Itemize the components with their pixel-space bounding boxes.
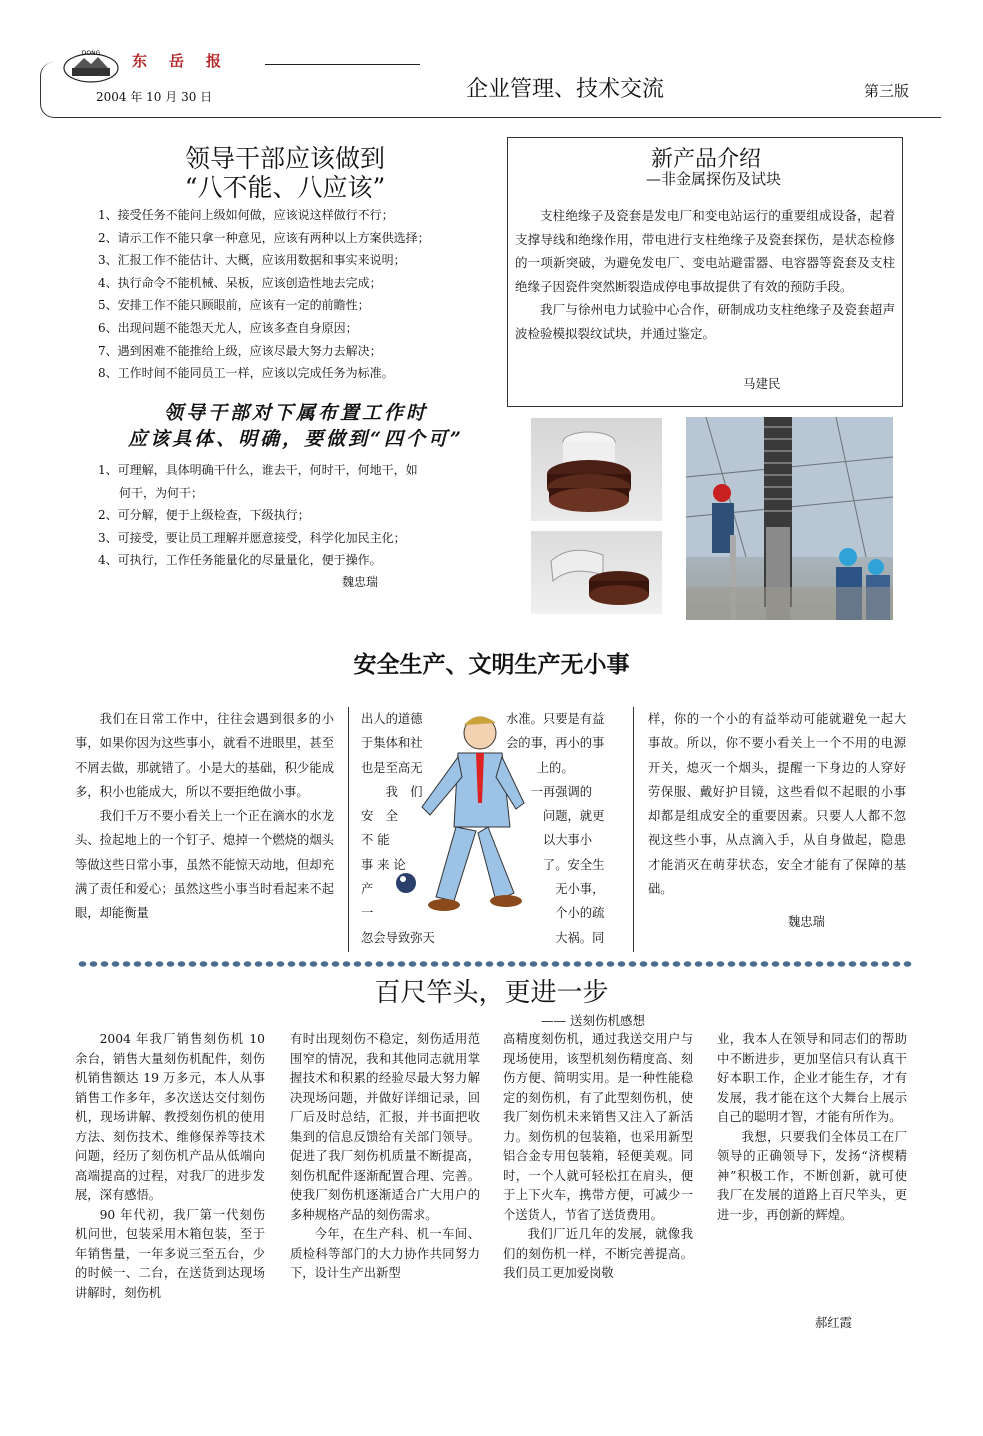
- paragraph: 我们厂近几年的发展，就像我们的刻伤机一样，不断完善提高。我们员工更加爱岗敬: [503, 1227, 693, 1280]
- column-rule: [348, 707, 349, 952]
- progress-column-3: [503, 1030, 693, 1284]
- paragraph: 我们千万不要小看关上一个正在滴水的水龙头、捡起地上的一个钉子、熄掉一个燃烧的烟头等做这些日常小事，虽然不能惊天动地，但却充满了责任和爱心；虽然这些小事当时看起来不起眼，却能衡量: [75, 809, 334, 921]
- insulator-photo: [531, 418, 662, 521]
- new-product-author: 马建民: [743, 376, 781, 391]
- page-number: 第三版: [864, 82, 910, 100]
- article2-author: 魏忠瑞: [342, 575, 379, 589]
- new-product-body: [515, 204, 895, 345]
- progress-subtitle: —— 送刻伤机感想: [541, 1013, 645, 1028]
- list-item: 4、执行命令不能机械、呆板，应该创造性地去完成；: [98, 275, 382, 290]
- progress-column-1: [75, 1030, 265, 1303]
- paragraph: 高精度刻伤机，通过我送交用户与现场使用，该型机刻伤精度高、刻伤方便、简明实用。是一种性能稳定的刻伤机，有了此型刻伤机，使我厂刻伤机未来销售又注入了新活力。刻伤机的包装箱，也采用新型铝合金专用包装箱，轻便美观。同时，一个人就可轻松扛在肩头，便于上下火车，携带方便，可减少一个送货人，节省了送货费用。: [503, 1032, 693, 1222]
- paragraph: 有时出现刻伤不稳定，刻伤适用范围窄的情况，我和其他同志就用掌握技术和积累的经验尽最大努力解决现场问题，并做好详细记录，回厂后及时总结，汇报，并书面把收集到的信息反馈给有关部门领导。促进了我厂刻伤机质量不断提高，刻伤机配件逐渐配置合理、完善。使我厂刻伤机逐渐适合广大用户的多种规格产品的刻伤需求。: [290, 1032, 480, 1222]
- article2-title: 领导干部对下属布置工作时 应该具体、明确，要做到“四个可”: [128, 402, 464, 450]
- article2-list: [98, 459, 418, 572]
- list-item: 2、请示工作不能只拿一种意见，应该有两种以上方案供选择；: [98, 230, 430, 245]
- paragraph: 90 年代初，我厂第一代刻伤机问世，包装采用木箱包装，至于年销售量，一年多说三至五台，少的时候一、二台，在送货到达现场讲解时，刻伤机: [75, 1207, 265, 1300]
- substation-workers-photo: [686, 417, 893, 620]
- article1-title: 领导干部应该做到 “八不能、八应该”: [184, 144, 386, 202]
- progress-author: 郝红霞: [815, 1316, 852, 1330]
- test-block-photo: [531, 531, 662, 614]
- list-item: 3、汇报工作不能估计、大概，应该用数据和事实来说明；: [98, 253, 406, 268]
- paragraph: 我厂与徐州电力试验中心合作，研制成功支柱绝缘子及瓷套超声波检验模拟裂纹试块，并通过鉴定。: [515, 302, 895, 341]
- list-item: 3、可接受，要让员工理解并愿意接受，科学化加民主化；: [98, 530, 406, 545]
- paragraph: 我们在日常工作中，往往会遇到很多的小事，如果你因为这些事小，就看不进眼里，甚至不屑去做，那就错了。小是大的基础，积少能成多，积小也能成大，所以不要拒绝做小事。: [75, 712, 334, 799]
- safety-column-3: 样，你的一个小的有益举动可能就避免一起大事故。所以，你不要小看关上一个不用的电源开关，熄灭一个烟头，提醒一下身边的人穿好劳保服、戴好护目镜，这些看似不起眼的小事却都是组成安全的重要因素。只要人人都不忽视这些小事，从点滴入手，从自身做起，隐患才能消灭在萌芽状态，安全才能有了保障的基础。: [648, 712, 906, 897]
- progress-column-2: [290, 1030, 480, 1284]
- safety-title: 安全生产、文明生产无小事: [353, 652, 630, 678]
- new-product-subtitle: —非金属探伤及试块: [646, 170, 782, 188]
- progress-title: 百尺竿头，更进一步: [374, 978, 609, 1008]
- safety-author: 魏忠瑞: [788, 915, 825, 929]
- list-item: 6、出现问题不能怨天尤人，应该多查自身原因；: [98, 320, 358, 335]
- list-item-continuation: 何干，为何干；: [119, 485, 204, 500]
- paragraph: 2004 年我厂销售刻伤机 10 余台，销售大量刻伤机配件，刻伤机销售额达 19 万多元，本人从事销售工作多年，多次送达交付刻伤机，现场讲解、教授刻伤机的使用方法、刻伤技术、维修保养等技术问题，经历了刻伤机产品从低端向高端提高的过程，对我厂的进步发展，深有感悟。: [75, 1032, 265, 1202]
- list-item: 5、安排工作不能只顾眼前，应该有一定的前瞻性；: [98, 298, 370, 313]
- paper-name: 东岳报: [132, 52, 244, 70]
- list-item: 7、遇到困难不能推给上级，应该尽最大努力去解决；: [98, 343, 382, 358]
- paragraph: 业，我本人在领导和同志们的帮助中不断进步，更加坚信只有认真干好本职工作，企业才能生存，才有发展，我才能在这个大舞台上展示自己的聪明才智，才能有所作为。: [717, 1032, 907, 1124]
- column-rule: [633, 707, 634, 952]
- issue-date: 2004 年 10 月 30 日: [96, 90, 213, 104]
- paragraph: 今年，在生产科、机一车间、质检科等部门的大力协作共同努力下，设计生产出新型: [290, 1227, 480, 1280]
- logo-text: DONG: [81, 50, 101, 57]
- progress-column-4: [717, 1030, 907, 1225]
- list-item: 1、接受任务不能问上级如何做，应该说这样做行不行；: [98, 208, 394, 222]
- section-title: 企业管理、技术交流: [466, 77, 665, 102]
- safety-column-2-right: 水准。只要是有益 会的事，再小的事 上的。 一再强调的 问题，就更 以大事小 了。安全生 无小事， 个小的疏 大祸。同: [506, 712, 605, 945]
- new-product-title: 新产品介绍: [650, 147, 761, 172]
- list-item: 2、可分解，便于上级检查，下级执行；: [98, 508, 310, 523]
- list-item: 4、可执行，工作任务能量化的尽量量化，便于操作。: [98, 553, 382, 568]
- list-item: 8、工作时间不能同员工一样，应该以完成任务为标准。: [98, 366, 394, 381]
- paragraph: 我想，只要我们全体员工在厂领导的正确领导下，发扬“济楔精神”积极工作，不断创新，就可使我厂在发展的道路上百尺竿头，更进一步，再创新的辉煌。: [717, 1129, 907, 1222]
- dotted-separator: [77, 960, 913, 968]
- safety-column-1: [75, 707, 334, 926]
- list-item: 1、可理解，具体明确干什么，谁去干，何时干，何地干，如: [98, 463, 418, 477]
- safety-column-2-left: 出人的道德 于集体和社 也是至高无 我 们 安 全 不 能 事 来 论 产 一 忽会导致弥天: [361, 712, 435, 945]
- article1-list: [98, 204, 430, 385]
- paragraph: 支柱绝缘子及瓷套是发电厂和变电站运行的重要组成设备，起着支撑导线和绝缘作用，带电进行支柱绝缘子及瓷套探伤，是状态检修的一项新突破，为避免发电厂、变电站避雷器、电容器等瓷套及支柱绝缘子因瓷件突然断裂造成停电事故提供了有效的预防手段。: [515, 208, 895, 294]
